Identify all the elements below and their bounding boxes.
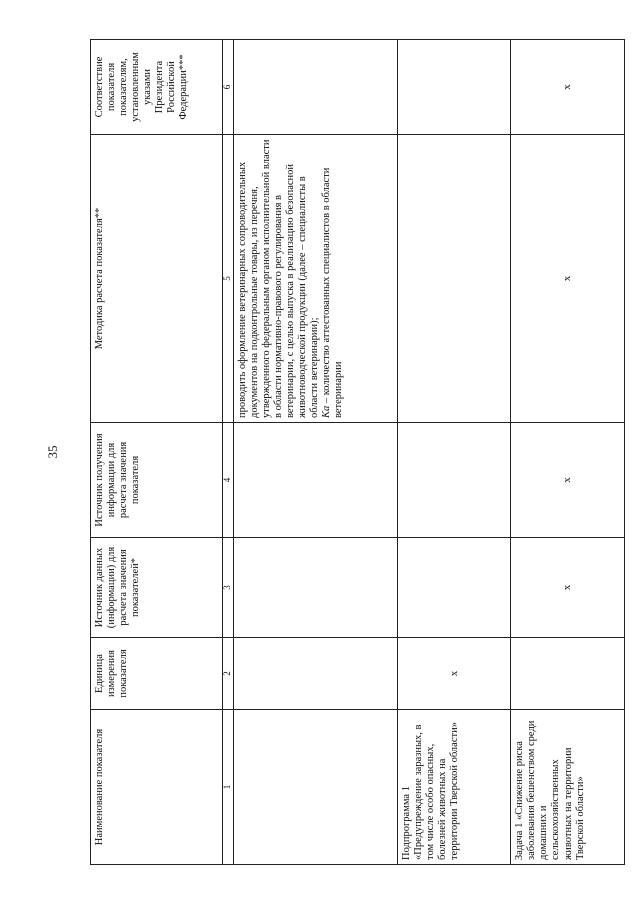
subprogram-row (397, 40, 511, 865)
header-name: Наименование показателя (91, 710, 223, 865)
cell-empty (233, 40, 397, 135)
column-number: 3 (223, 538, 233, 638)
task-data-source: х (511, 538, 625, 638)
task-row (511, 40, 625, 865)
ka-definition (321, 139, 345, 418)
header-correspondence: Соответствие показателя показателям, установленным указами Президента Российской Федерации*** (91, 40, 223, 135)
task-methodology: х (511, 135, 625, 423)
cell-empty (233, 710, 397, 865)
cell-empty (233, 638, 397, 710)
indicator-table (90, 39, 625, 865)
cell-empty (397, 40, 511, 135)
methodology-cell (233, 135, 397, 423)
rotated-table-container (90, 40, 625, 865)
column-number: 5 (223, 135, 233, 423)
methodology-text: проводить оформление ветеринарных сопроводительных документов на подконтрольные товары, из перечня, утвержденного федеральным органом исполнительной власти в области нормативно-правового регулирования в ветеринарии, с целью выпуска в реализацию безопасной животноводческой продукции (далее – специалисты в области ветеринарии); (236, 139, 321, 418)
task-name: Задача 1 «Снижение риска заболевания бешенством среди домашних и сельскохозяйственных животных на территории Тверской области» (511, 710, 625, 865)
header-unit: Единица измерения показателя (91, 638, 223, 710)
cell-empty (233, 423, 397, 538)
header-info-source: Источник получения информации для расчета значения показателя (91, 423, 223, 538)
cell-empty (397, 538, 511, 638)
cell-empty (233, 538, 397, 638)
ka-text: – количество аттестованных специалистов в области ветеринарии (321, 167, 345, 418)
cell-empty (397, 423, 511, 538)
header-methodology: Методика расчета показателя** (91, 135, 223, 423)
page-number: 35 (45, 445, 60, 459)
cell-empty (511, 638, 625, 710)
header-data-source: Источник данных (информации) для расчета значения показателей* (91, 538, 223, 638)
task-correspondence: х (511, 40, 625, 135)
subprogram-unit: х (397, 638, 511, 710)
column-number: 4 (223, 423, 233, 538)
subprogram-name: Подпрограмма 1 «Предупреждение заразных, в том числе особо опасных, болезней животных на территории Тверской области» (397, 710, 511, 865)
task-info-source: х (511, 423, 625, 538)
column-number: 6 (223, 40, 233, 135)
column-number: 1 (223, 710, 233, 865)
continued-indicator-row (233, 40, 397, 865)
column-number: 2 (223, 638, 233, 710)
ka-symbol: Ка (321, 405, 333, 418)
column-number-row (223, 40, 233, 865)
header-row (91, 40, 223, 865)
cell-empty (397, 135, 511, 423)
